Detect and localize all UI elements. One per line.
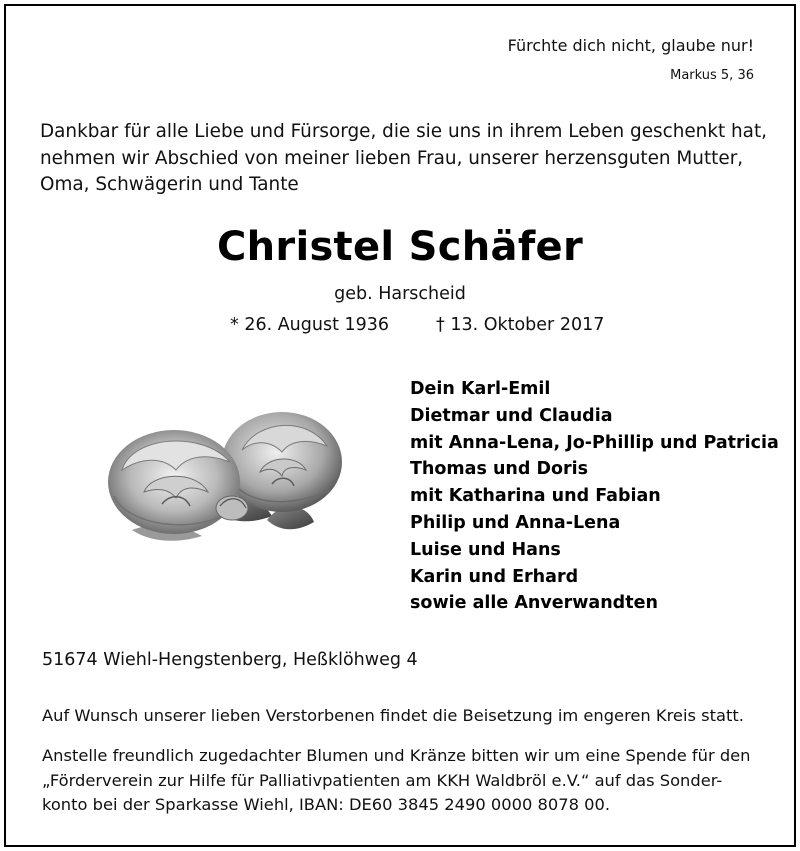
maiden-name: geb. Harscheid <box>334 284 466 304</box>
mourner-entry: Luise und Hans <box>410 539 561 560</box>
mourner-entry: Dein Karl-Emil <box>410 379 551 399</box>
mourner-entry: Dietmar und Claudia <box>410 405 613 426</box>
intro-line: Dankbar für alle Liebe und Fürsorge, die sie uns in ihrem Leben geschenkt hat, <box>40 121 768 142</box>
birth-date: * 26. August 1936 <box>230 315 390 335</box>
intro-line: Oma, Schwägerin und Tante <box>40 174 299 195</box>
mourner-entry: Philip und Anna-Lena <box>410 512 621 533</box>
death-date: † 13. Oktober 2017 <box>436 315 605 335</box>
donation-line: „Förderverein zur Hilfe für Palliativpatienten am KKH Waldbröl e.V.“ auf das Sonder- <box>42 770 723 790</box>
deceased-name: Christel Schäfer <box>216 224 583 270</box>
mourner-entry: mit Anna-Lena, Jo-Phillip und Patricia <box>410 432 779 453</box>
donation-note <box>42 744 782 818</box>
mourners-list <box>410 376 779 617</box>
mourner-entry: Karin und Erhard <box>410 566 579 587</box>
mourner-entry: mit Katharina und Fabian <box>410 486 661 507</box>
intro-text <box>40 119 770 199</box>
family-address: 51674 Wiehl-Hengstenberg, Heßklöhweg 4 <box>42 650 418 670</box>
roses-icon <box>92 400 357 548</box>
mourner-entry: Thomas und Doris <box>410 459 589 480</box>
intro-line: nehmen wir Abschied von meiner lieben Frau, unserer herzensguten Mutter, <box>40 147 744 169</box>
donation-line: Anstelle freundlich zugedachter Blumen und Kränze bitten wir um eine Spende für den <box>42 746 751 765</box>
burial-note: Auf Wunsch unserer lieben Verstorbenen findet die Beisetzung im engeren Kreis statt. <box>42 706 744 725</box>
donation-line: konto bei der Sparkasse Wiehl, IBAN: DE60 3845 2490 0000 8078 00. <box>42 795 611 814</box>
mourner-entry: sowie alle Anverwandten <box>410 593 658 614</box>
bible-verse-reference: Markus 5, 36 <box>670 68 754 83</box>
bible-verse: Fürchte dich nicht, glaube nur! <box>507 36 754 55</box>
